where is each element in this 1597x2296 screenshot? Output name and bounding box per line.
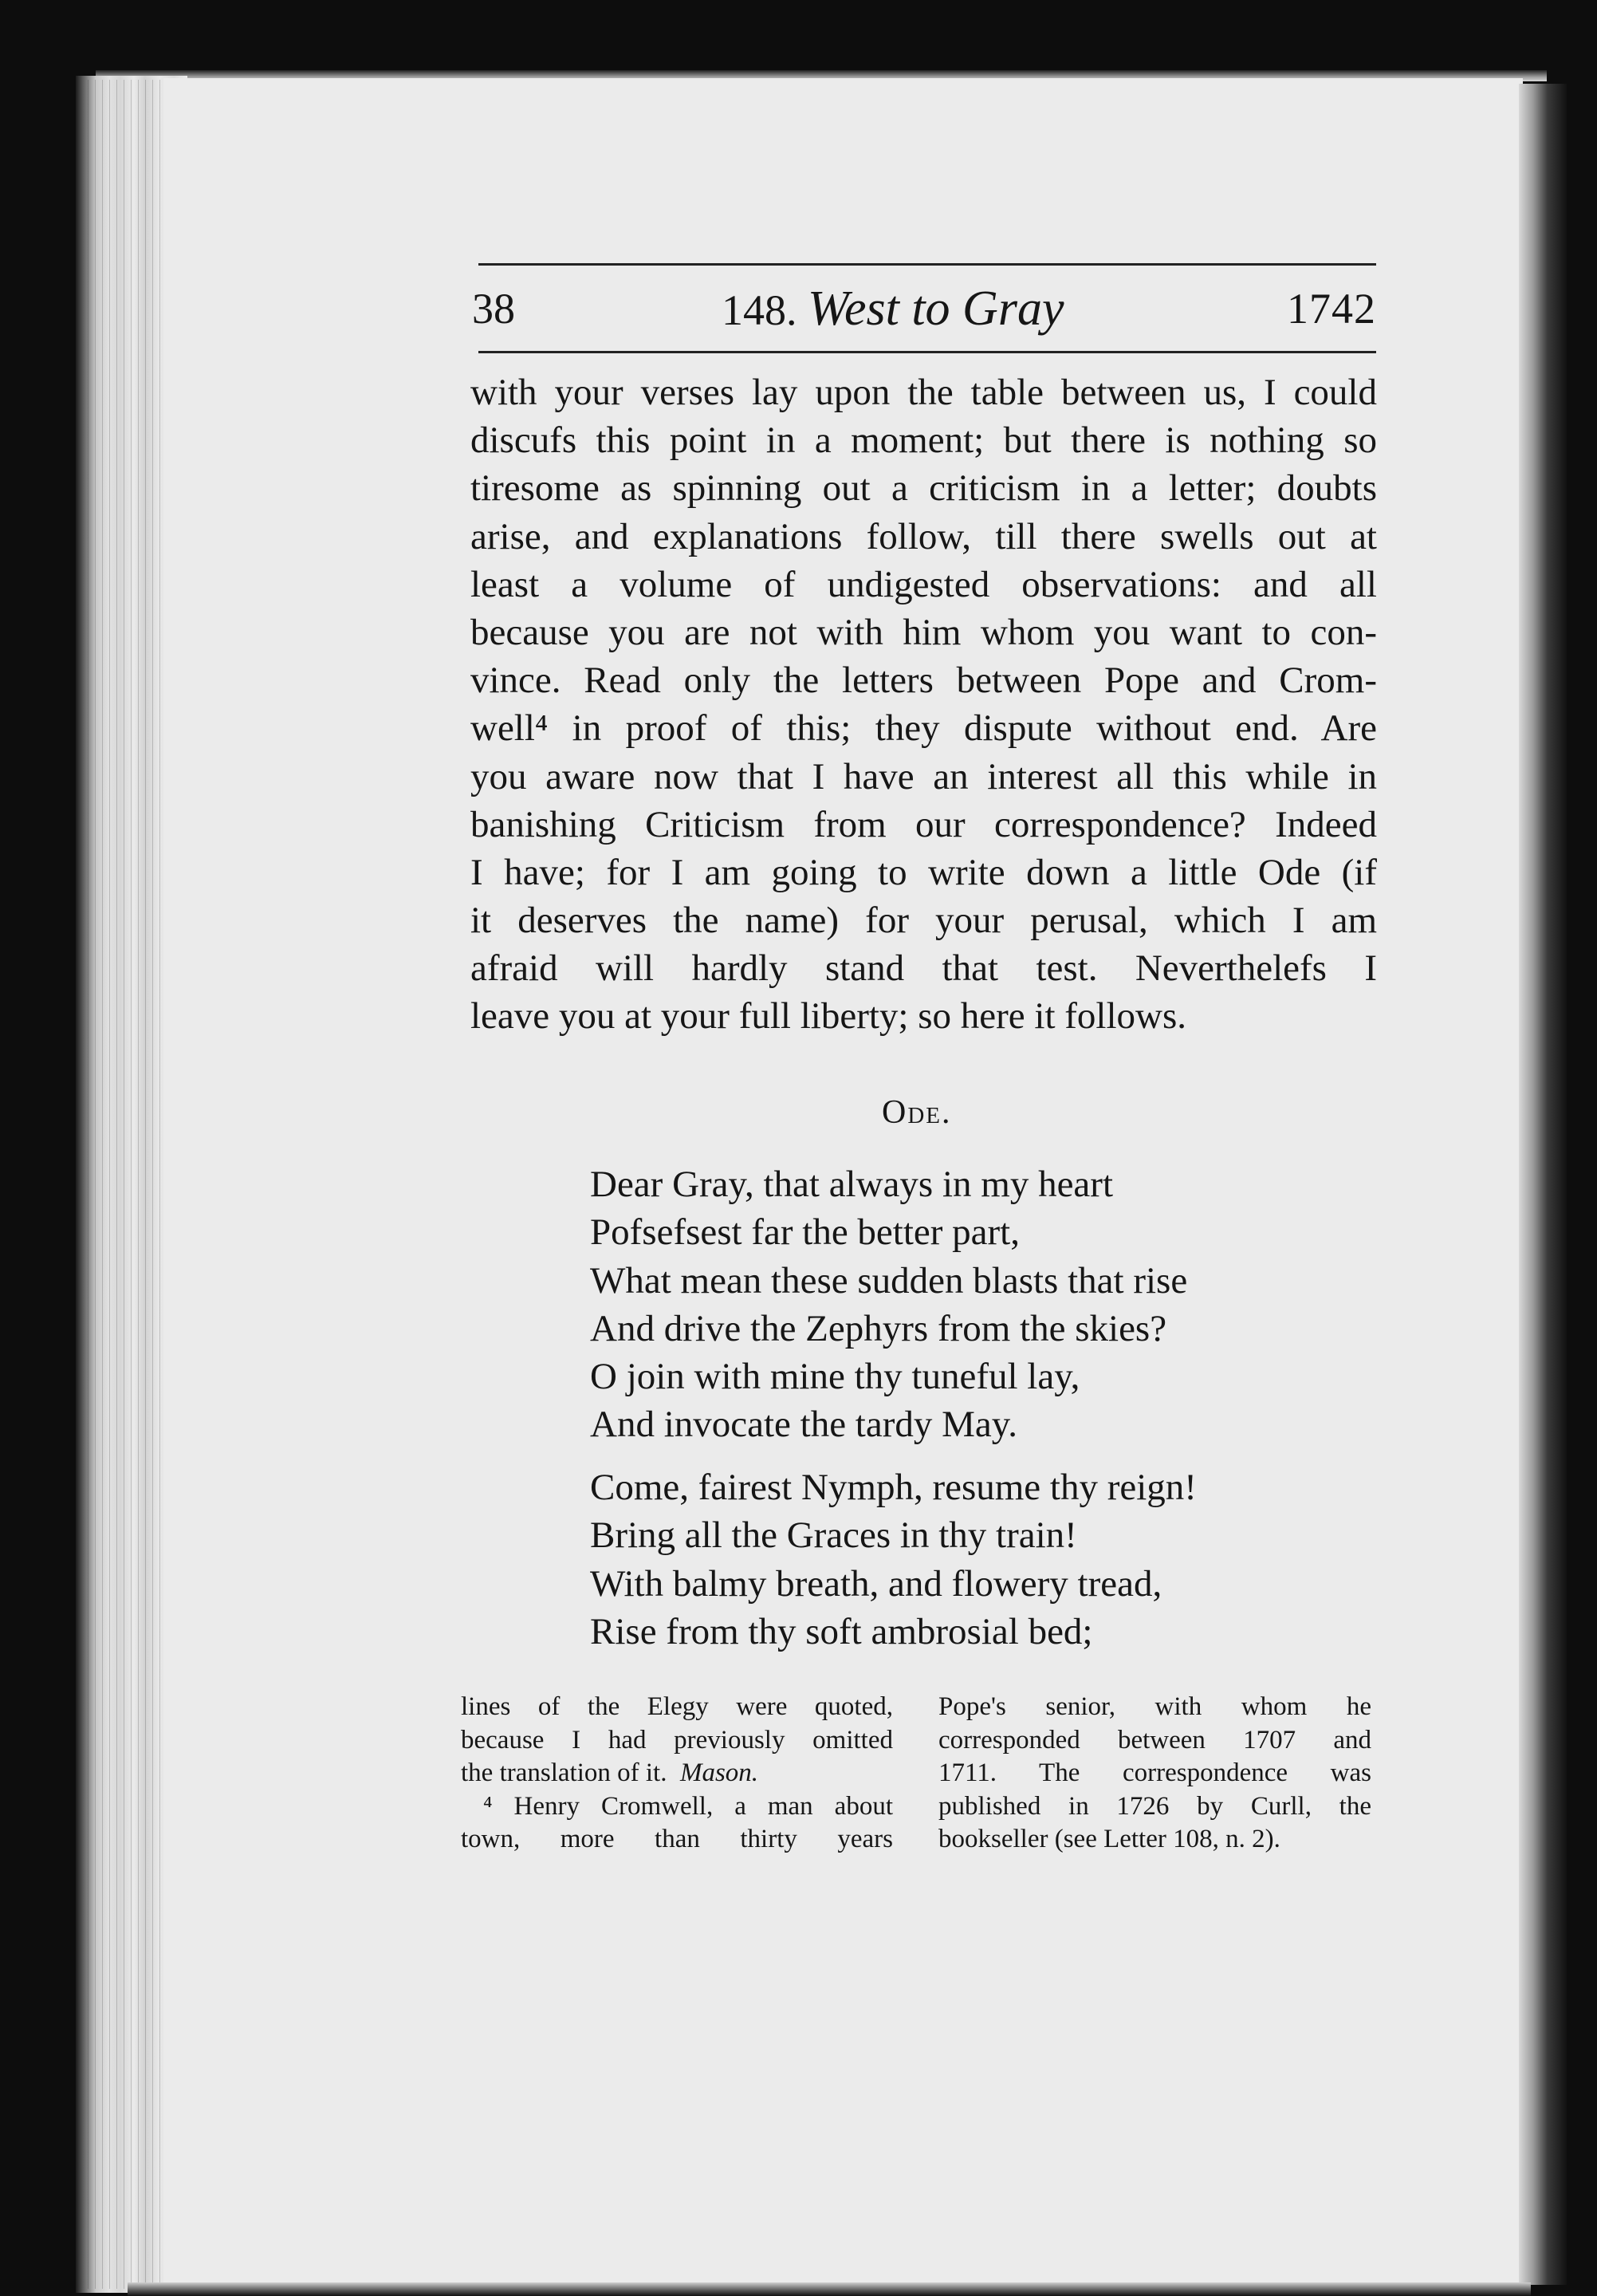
verse-line: What mean these sudden blasts that rise (590, 1259, 1188, 1302)
footnote-line: lines of the Elegy were quoted, (461, 1692, 893, 1721)
verse-line: Rise from thy soft ambrosial bed; (590, 1610, 1093, 1652)
body-line: least a volume of undigested observations: and all (470, 563, 1377, 605)
ode-stanza-1 (590, 1160, 1308, 1449)
body-line: well⁴ in proof of this; they dispute without end. Are (470, 707, 1377, 750)
footnotes-left-column (461, 1691, 893, 1857)
footnote-line: because I had previously omitted (461, 1725, 893, 1754)
body-line: afraid will hardly stand that test. Neverthelefs I (470, 947, 1377, 990)
footnote-line: ⁴ Henry Cromwell, a man about (483, 1791, 893, 1821)
footnote-line: corresponded between 1707 and (938, 1725, 1371, 1754)
page-number: 38 (472, 285, 515, 333)
body-line: it deserves the name) for your perusal, which I am (470, 900, 1377, 942)
book-bottom-edge (128, 2282, 1531, 2296)
footnote-text: the translation of it. (461, 1758, 667, 1787)
body-line: with your verses lay upon the table between us, I could (470, 372, 1377, 413)
verse-line: O join with mine thy tuneful lay, (590, 1356, 1080, 1398)
footnote-author: Mason. (679, 1758, 759, 1787)
footnotes-right-column (938, 1691, 1371, 1857)
body-line: because you are not with him whom you want to con- (470, 611, 1377, 653)
ode-heading: Ode. (882, 1094, 952, 1131)
body-line: vince. Read only the letters between Pope and Crom- (470, 660, 1377, 702)
footnote-line: 1711. The correspondence was (938, 1758, 1371, 1787)
header-year: 1742 (1287, 285, 1376, 333)
footnote-line: town, more than thirty years (461, 1825, 893, 1853)
verse-line: With balmy breath, and flowery tread, (590, 1562, 1162, 1605)
header-bottom-rule (478, 351, 1376, 353)
running-head (722, 281, 1064, 338)
body-line: tiresome as spinning out a criticism in a letter; doubts (470, 467, 1377, 510)
footnote-line: Pope's senior, with whom he (938, 1692, 1371, 1721)
body-line: I have; for I am going to write down a little Ode (if (470, 851, 1377, 893)
footnote-line (461, 1757, 893, 1790)
letter-title: West to Gray (808, 282, 1064, 336)
body-line: you aware now that I have an interest all this while in (470, 755, 1377, 797)
body-line: leave you at your full liberty; so here it follows. (470, 995, 1187, 1038)
body-line: arise, and explanations follow, till there swells out at (470, 515, 1377, 557)
letter-number: 148. (722, 286, 797, 334)
footnote-line: bookseller (see Letter 108, n. 2). (938, 1825, 1280, 1853)
footnote-line: published in 1726 by Curll, the (938, 1791, 1371, 1821)
header-top-rule (478, 263, 1376, 266)
verse-line: And drive the Zephyrs from the skies? (590, 1307, 1167, 1349)
verse-line: And invocate the tardy May. (590, 1404, 1017, 1446)
body-line: banishing Criticism from our correspondence? Indeed (470, 803, 1377, 845)
verse-line: Come, fairest Nymph, resume thy reign! (590, 1467, 1197, 1508)
book-right-edge (1519, 84, 1567, 2285)
body-line: discufs this point in a moment; but there is nothing so (470, 419, 1377, 462)
verse-line: Pofsefsest far the better part, (590, 1211, 1020, 1254)
verse-line: Dear Gray, that always in my heart (590, 1164, 1114, 1205)
ode-stanza-2 (590, 1463, 1308, 1656)
verse-line: Bring all the Graces in thy train! (590, 1514, 1077, 1557)
letter-body (470, 368, 1377, 1041)
